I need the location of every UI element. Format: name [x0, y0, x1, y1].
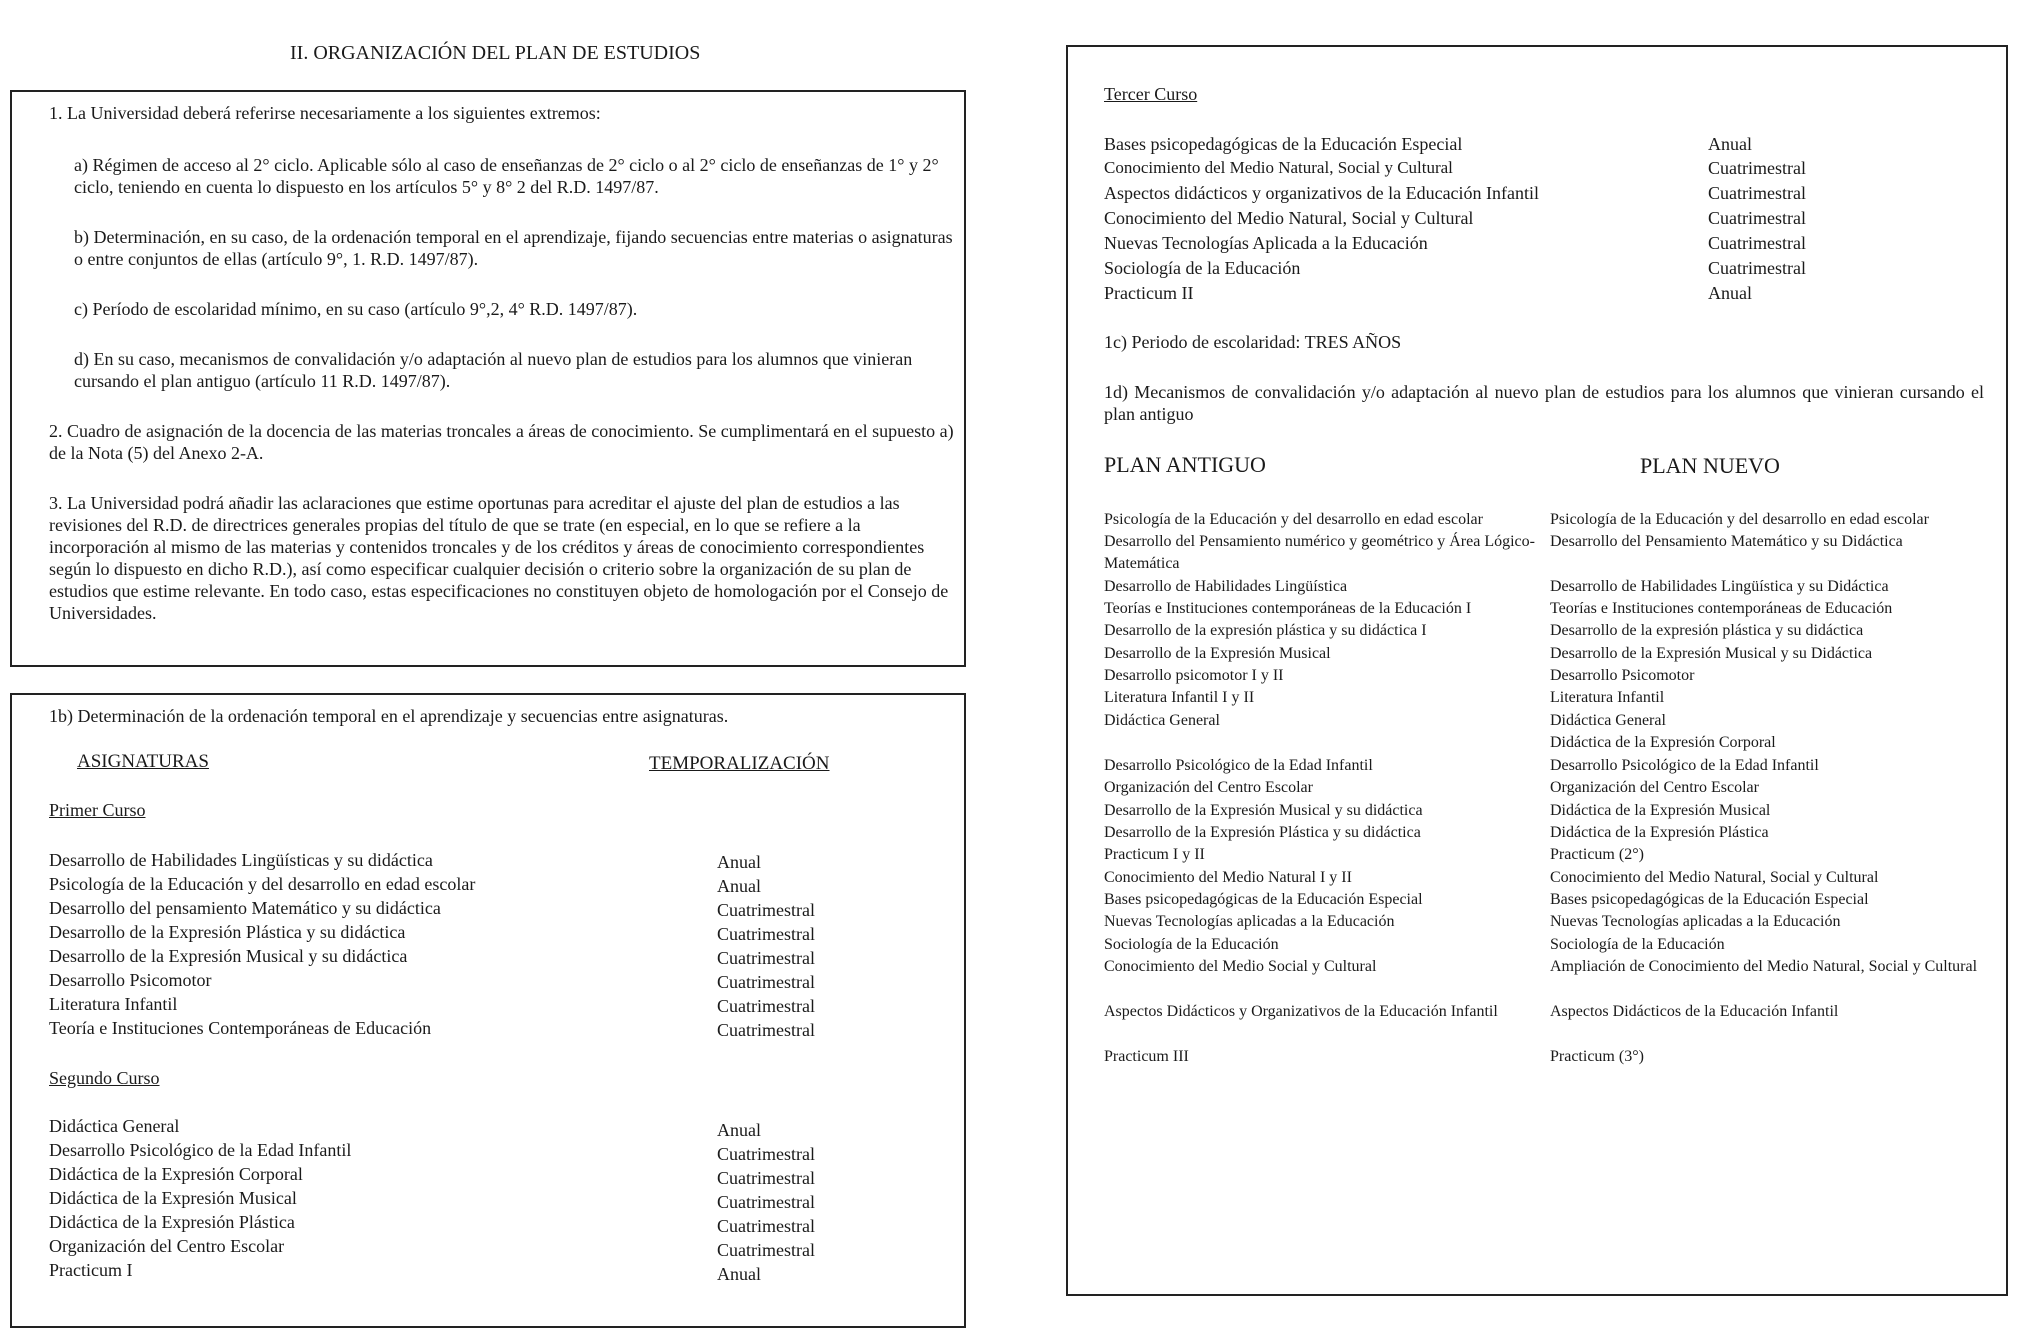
subject-term: Cuatrimestral [717, 1144, 815, 1164]
subject-name: Desarrollo Psicomotor [49, 970, 212, 990]
year-label-tercer: Tercer Curso [1104, 84, 1198, 104]
subject-term: Cuatrimestral [1708, 233, 1806, 253]
nuevo-item: Desarrollo de la Expresión Musical y su Didáctica [1550, 645, 1873, 662]
nuevo-item: Desarrollo del Pensamiento Matemático y su Didáctica [1550, 533, 1903, 550]
antiguo-item: Desarrollo de la expresión plástica y su didáctica I [1104, 622, 1427, 639]
column-header-temporalization: TEMPORALIZACIÓN [649, 753, 830, 774]
nuevo-item: Desarrollo Psicomotor [1550, 667, 1695, 684]
subject-term: Cuatrimestral [717, 1192, 815, 1212]
subject-name: Desarrollo del pensamiento Matemático y su didáctica [49, 898, 441, 918]
subject-term: Cuatrimestral [717, 972, 815, 992]
temporal-order-box [10, 693, 966, 1328]
instruction-item-b: b) Determinación, en su caso, de la ordenación temporal en el aprendizaje, fijando secuencias entre materias o asignaturas o entre conjuntos de ellas (artículo 9°, 1. R.D. 1497/87). [74, 227, 953, 269]
antiguo-item: Practicum I y II [1104, 846, 1205, 863]
nuevo-item: Desarrollo de la expresión plástica y su didáctica [1550, 622, 1864, 639]
subject-name: Desarrollo Psicológico de la Edad Infantil [49, 1140, 352, 1160]
mecanismos-convalidacion: 1d) Mecanismos de convalidación y/o adaptación al nuevo plan de estudios para los alumnos que vinieran cursando el plan antiguo [1104, 382, 1984, 424]
subject-term: Cuatrimestral [717, 1240, 815, 1260]
antiguo-item: Teorías e Instituciones contemporáneas de la Educación I [1104, 600, 1472, 617]
nuevo-item: Sociología de la Educación [1550, 936, 1725, 953]
subject-name: Aspectos didácticos y organizativos de la Educación Infantil [1104, 183, 1540, 203]
page-title: II. ORGANIZACIÓN DEL PLAN DE ESTUDIOS [290, 42, 701, 64]
antiguo-item: Desarrollo del Pensamiento numérico y geométrico y Área Lógico-Matemática [1104, 533, 1535, 572]
subject-name: Bases psicopedagógicas de la Educación Especial [1104, 134, 1463, 154]
subject-term: Anual [1708, 283, 1752, 303]
nuevo-item: Desarrollo de Habilidades Lingüística y su Didáctica [1550, 578, 1889, 595]
nuevo-item: Psicología de la Educación y del desarrollo en edad escolar [1550, 511, 1929, 528]
subject-name: Practicum I [49, 1260, 133, 1280]
subject-term: Anual [1708, 134, 1752, 154]
subject-term: Cuatrimestral [1708, 208, 1806, 228]
subject-name: Practicum II [1104, 283, 1194, 303]
instruction-item-3: 3. La Universidad podrá añadir las aclaraciones que estime oportunas para acreditar el ajuste del plan de estudios a las revisiones del R.D. de directrices generales propias del título de que se trate (en especial, en lo que se refiere a la incorporación al mismo de las materias y contenidos troncales y de los créditos y áreas de conocimiento correspondientes según lo dispuesto en dicho R.D.), así como especificar cualquier decisión o criterio sobre la organización de su plan de estudios que estime relevante. En todo caso, estas especificaciones no constituyen objeto de homologación por el Consejo de Universidades. [49, 493, 949, 623]
antiguo-item: Conocimiento del Medio Natural I y II [1104, 869, 1352, 886]
antiguo-item: Desarrollo Psicológico de la Edad Infantil [1104, 757, 1373, 774]
nuevo-item: Desarrollo Psicológico de la Edad Infantil [1550, 757, 1819, 774]
subject-term: Cuatrimestral [1708, 158, 1806, 178]
instruction-item-c: c) Período de escolaridad mínimo, en su caso (artículo 9°,2, 4° R.D. 1497/87). [74, 299, 638, 319]
antiguo-item: Organización del Centro Escolar [1104, 779, 1313, 796]
instruction-item-a: a) Régimen de acceso al 2° ciclo. Aplicable sólo al caso de enseñanzas de 2° ciclo o al 2° ciclo de enseñanzas de 1° y 2° ciclo, teniendo en cuenta lo dispuesto en los artículos 5° y 8° 2 del R.D. 1497/87. [74, 155, 939, 197]
subject-term: Cuatrimestral [717, 1020, 815, 1040]
column-header-subjects: ASIGNATURAS [77, 751, 209, 772]
antiguo-item: Psicología de la Educación y del desarrollo en edad escolar [1104, 511, 1483, 528]
subject-term: Anual [717, 876, 761, 896]
antiguo-item: Bases psicopedagógicas de la Educación Especial [1104, 891, 1423, 908]
subject-name: Desarrollo de la Expresión Musical y su didáctica [49, 946, 408, 966]
subject-term: Cuatrimestral [717, 1168, 815, 1188]
subject-name: Sociología de la Educación [1104, 258, 1301, 278]
subject-term: Cuatrimestral [717, 996, 815, 1016]
nuevo-item: Conocimiento del Medio Natural, Social y Cultural [1550, 869, 1879, 886]
year-label-segundo: Segundo Curso [49, 1068, 160, 1088]
subject-name: Organización del Centro Escolar [49, 1236, 285, 1256]
plan-antiguo-title: PLAN ANTIGUO [1104, 452, 1266, 477]
nuevo-item: Bases psicopedagógicas de la Educación Especial [1550, 891, 1869, 908]
nuevo-item: Aspectos Didácticos de la Educación Infantil [1550, 1003, 1839, 1020]
periodo-escolaridad: 1c) Periodo de escolaridad: TRES AÑOS [1104, 332, 1402, 352]
subject-name: Teoría e Instituciones Contemporáneas de Educación [49, 1018, 432, 1038]
subject-term: Cuatrimestral [717, 924, 815, 944]
subject-term: Cuatrimestral [717, 900, 815, 920]
subject-term: Anual [717, 1120, 761, 1140]
subject-name: Literatura Infantil [49, 994, 178, 1014]
antiguo-item: Aspectos Didácticos y Organizativos de la Educación Infantil [1104, 1003, 1498, 1020]
antiguo-item: Sociología de la Educación [1104, 936, 1279, 953]
nuevo-item: Practicum (2°) [1550, 846, 1644, 863]
instruction-item-1: 1. La Universidad deberá referirse necesariamente a los siguientes extremos: [49, 103, 601, 123]
subject-name: Conocimiento del Medio Natural, Social y Cultural [1104, 158, 1453, 177]
subject-name: Didáctica de la Expresión Corporal [49, 1164, 303, 1184]
subject-term: Anual [717, 852, 761, 872]
section-heading-1b: 1b) Determinación de la ordenación temporal en el aprendizaje y secuencias entre asignaturas. [49, 706, 729, 726]
antiguo-item: Desarrollo de la Expresión Musical y su didáctica [1104, 802, 1423, 819]
nuevo-item: Teorías e Instituciones contemporáneas de Educación [1550, 600, 1893, 617]
subject-name: Didáctica de la Expresión Musical [49, 1188, 297, 1208]
antiguo-item: Desarrollo psicomotor I y II [1104, 667, 1284, 684]
subject-name: Conocimiento del Medio Natural, Social y Cultural [1104, 208, 1474, 228]
subject-term: Cuatrimestral [717, 1216, 815, 1236]
antiguo-item: Literatura Infantil I y II [1104, 689, 1255, 706]
subject-name: Desarrollo de la Expresión Plástica y su didáctica [49, 922, 406, 942]
year-label-primer: Primer Curso [49, 800, 146, 820]
instruction-item-2: 2. Cuadro de asignación de la docencia de las materias troncales a áreas de conocimiento. Se cumplimentará en el supuesto a) de la Nota (5) del Anexo 2-A. [49, 421, 954, 463]
nuevo-item: Literatura Infantil [1550, 689, 1665, 706]
subject-term: Cuatrimestral [1708, 258, 1806, 278]
antiguo-item: Desarrollo de Habilidades Lingüística [1104, 578, 1348, 595]
nuevo-item: Ampliación de Conocimiento del Medio Natural, Social y Cultural [1550, 958, 1978, 975]
nuevo-item: Nuevas Tecnologías aplicadas a la Educación [1550, 913, 1841, 930]
antiguo-item: Nuevas Tecnologías aplicadas a la Educación [1104, 913, 1395, 930]
instructions-box [10, 90, 966, 667]
instruction-item-d: d) En su caso, mecanismos de convalidación y/o adaptación al nuevo plan de estudios para los alumnos que vinieran cursando el plan antiguo (artículo 11 R.D. 1497/87). [74, 349, 913, 391]
antiguo-item: Didáctica General [1104, 712, 1220, 729]
antiguo-item: Desarrollo de la Expresión Musical [1104, 645, 1331, 662]
subject-name: Didáctica de la Expresión Plástica [49, 1212, 295, 1232]
nuevo-item: Organización del Centro Escolar [1550, 779, 1759, 796]
nuevo-item: Didáctica de la Expresión Musical [1550, 802, 1771, 819]
nuevo-item: Didáctica de la Expresión Corporal [1550, 734, 1776, 751]
subject-term: Cuatrimestral [717, 948, 815, 968]
antiguo-item: Desarrollo de la Expresión Plástica y su didáctica [1104, 824, 1421, 841]
subject-name: Psicología de la Educación y del desarrollo en edad escolar [49, 874, 476, 894]
plan-nuevo-title: PLAN NUEVO [1640, 453, 1780, 478]
plan-comparison-box [1066, 45, 2008, 1296]
subject-term: Anual [717, 1264, 761, 1284]
nuevo-item: Didáctica de la Expresión Plástica [1550, 824, 1769, 841]
subject-name: Desarrollo de Habilidades Lingüísticas y su didáctica [49, 850, 433, 870]
antiguo-item: Practicum III [1104, 1048, 1189, 1065]
nuevo-item: Didáctica General [1550, 712, 1666, 729]
subject-term: Cuatrimestral [1708, 183, 1806, 203]
nuevo-item: Practicum (3°) [1550, 1048, 1644, 1065]
antiguo-item: Conocimiento del Medio Social y Cultural [1104, 958, 1377, 975]
subject-name: Nuevas Tecnologías Aplicada a la Educación [1104, 233, 1428, 253]
subject-name: Didáctica General [49, 1116, 180, 1136]
